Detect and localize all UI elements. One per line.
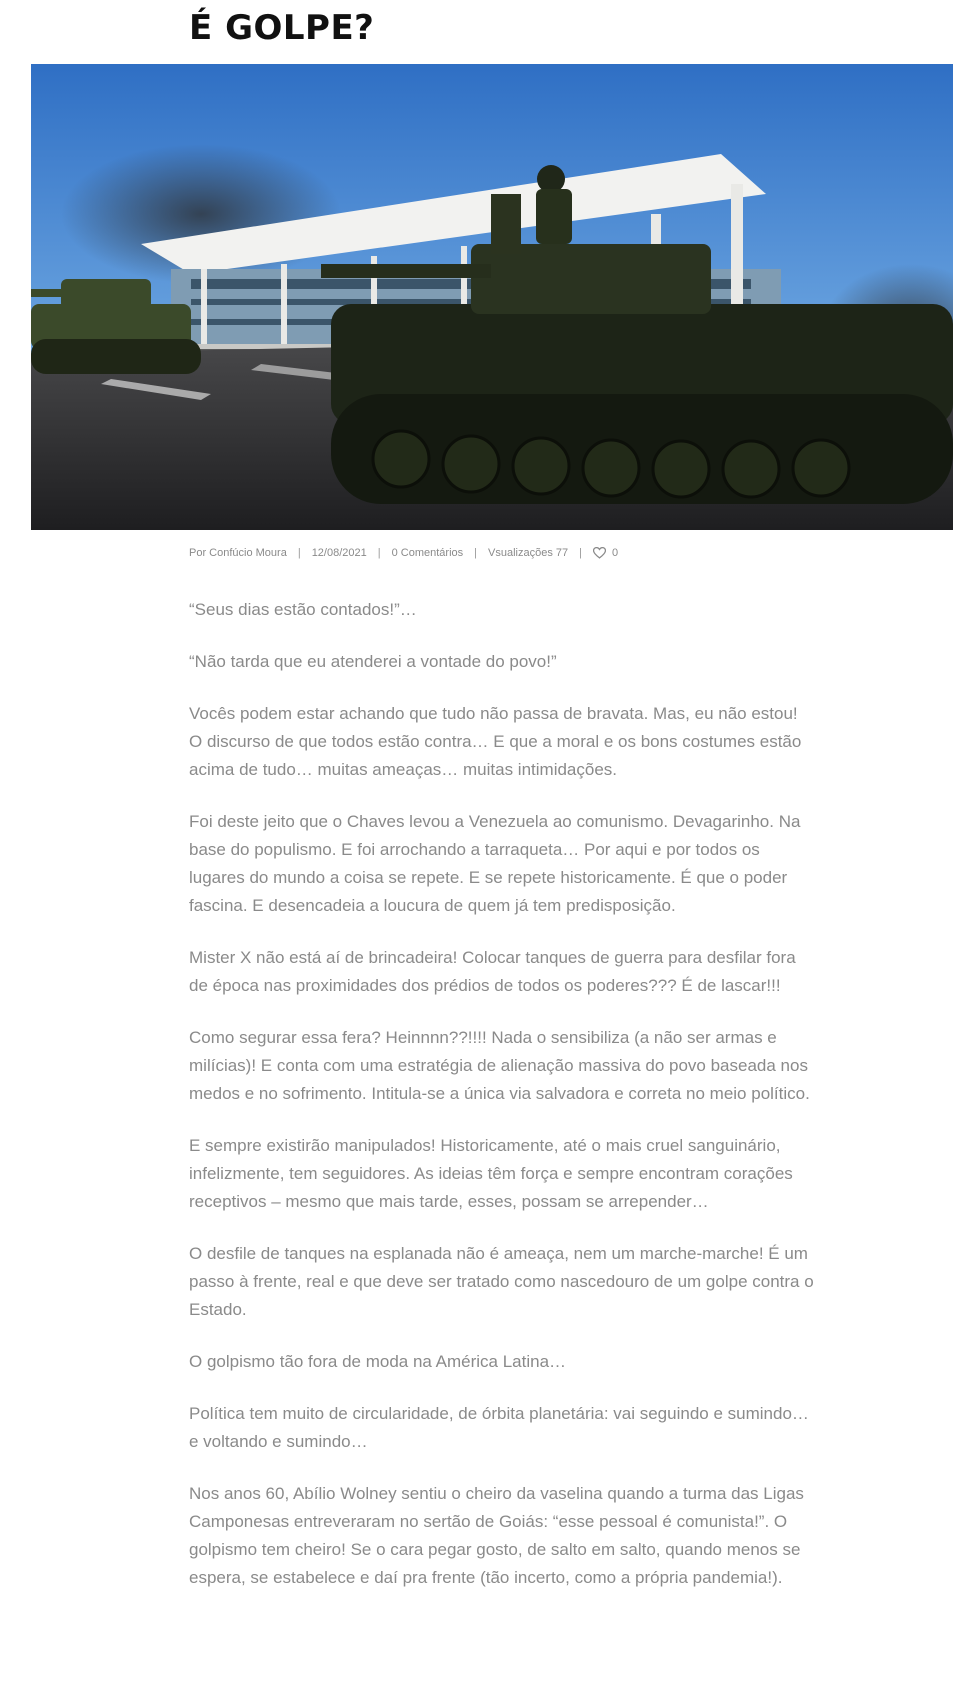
paragraph: Política tem muito de circularidade, de órbita planetária: vai seguindo e sumindo… e voltando e sumindo…	[189, 1404, 809, 1451]
hero-image	[31, 64, 953, 530]
paragraph: O golpismo tão fora de moda na América Latina…	[189, 1352, 567, 1371]
paragraph: “Não tarda que eu atenderei a vontade do povo!”	[189, 652, 557, 671]
paragraph: Foi deste jeito que o Chaves levou a Venezuela ao comunismo. Devagarinho. Na base do populismo. E foi arrochando a tarraqueta… Por aqui e por todos os lugares do mundo a coisa se repete. E se repete historicamente. É que o poder fascina. E desencadeia a loucura de quem já tem predisposição.	[189, 812, 801, 915]
military-tanks-photo	[31, 64, 953, 530]
paragraph: Nos anos 60, Abílio Wolney sentiu o cheiro da vaselina quando a turma das Ligas Camponesas entreveraram no sertão de Goiás: “esse pessoal é comunista!”. O golpismo tem cheiro! Se o cara pegar gosto, de salto em salto, quando menos se espera, se estabelece e daí pra frente (tão incerto, como a própria pandemia!).	[189, 1484, 804, 1587]
meta-divider: |	[377, 547, 381, 559]
like-count: 0	[611, 547, 619, 559]
post-date: 12/08/2021	[311, 547, 367, 559]
meta-divider: |	[297, 547, 301, 559]
like-button[interactable]	[593, 547, 618, 559]
comments-link[interactable]: 0 Comentários	[391, 547, 464, 559]
author-link[interactable]: Por Confúcio Moura	[189, 547, 287, 559]
paragraph: Mister X não está aí de brincadeira! Colocar tanques de guerra para desfilar fora de época nas proximidades dos prédios de todos os poderes??? É de lascar!!!	[189, 948, 796, 995]
paragraph: E sempre existirão manipulados! Historicamente, até o mais cruel sanguinário, infelizmente, tem seguidores. As ideias têm força e sempre encontram corações receptivos – mesmo que mais tarde, esses, possam se arrepender…	[189, 1136, 793, 1211]
meta-divider: |	[474, 547, 478, 559]
article-body	[189, 596, 814, 1616]
post-meta	[189, 547, 618, 559]
heart-icon	[593, 547, 606, 559]
views-count: Vsualizações 77	[488, 547, 569, 559]
paragraph: “Seus dias estão contados!”…	[189, 600, 417, 619]
paragraph: Vocês podem estar achando que tudo não passa de bravata. Mas, eu não estou! O discurso de que todos estão contra… E que a moral e os bons costumes estão acima de tudo… muitas ameaças… muitas intimidações.	[189, 704, 802, 779]
page-title: É GOLPE?	[189, 8, 375, 48]
meta-divider: |	[579, 547, 582, 559]
paragraph: O desfile de tanques na esplanada não é ameaça, nem um marche-marche! É um passo à frente, real e que deve ser tratado como nascedouro de um golpe contra o Estado.	[189, 1244, 814, 1319]
paragraph: Como segurar essa fera? Heinnnn??!!!! Nada o sensibiliza (a não ser armas e milícias)! E conta com uma estratégia de alienação massiva do povo baseada nos medos e no sofrimento. Intitula-se a única via salvadora e correta no meio político.	[189, 1028, 810, 1103]
